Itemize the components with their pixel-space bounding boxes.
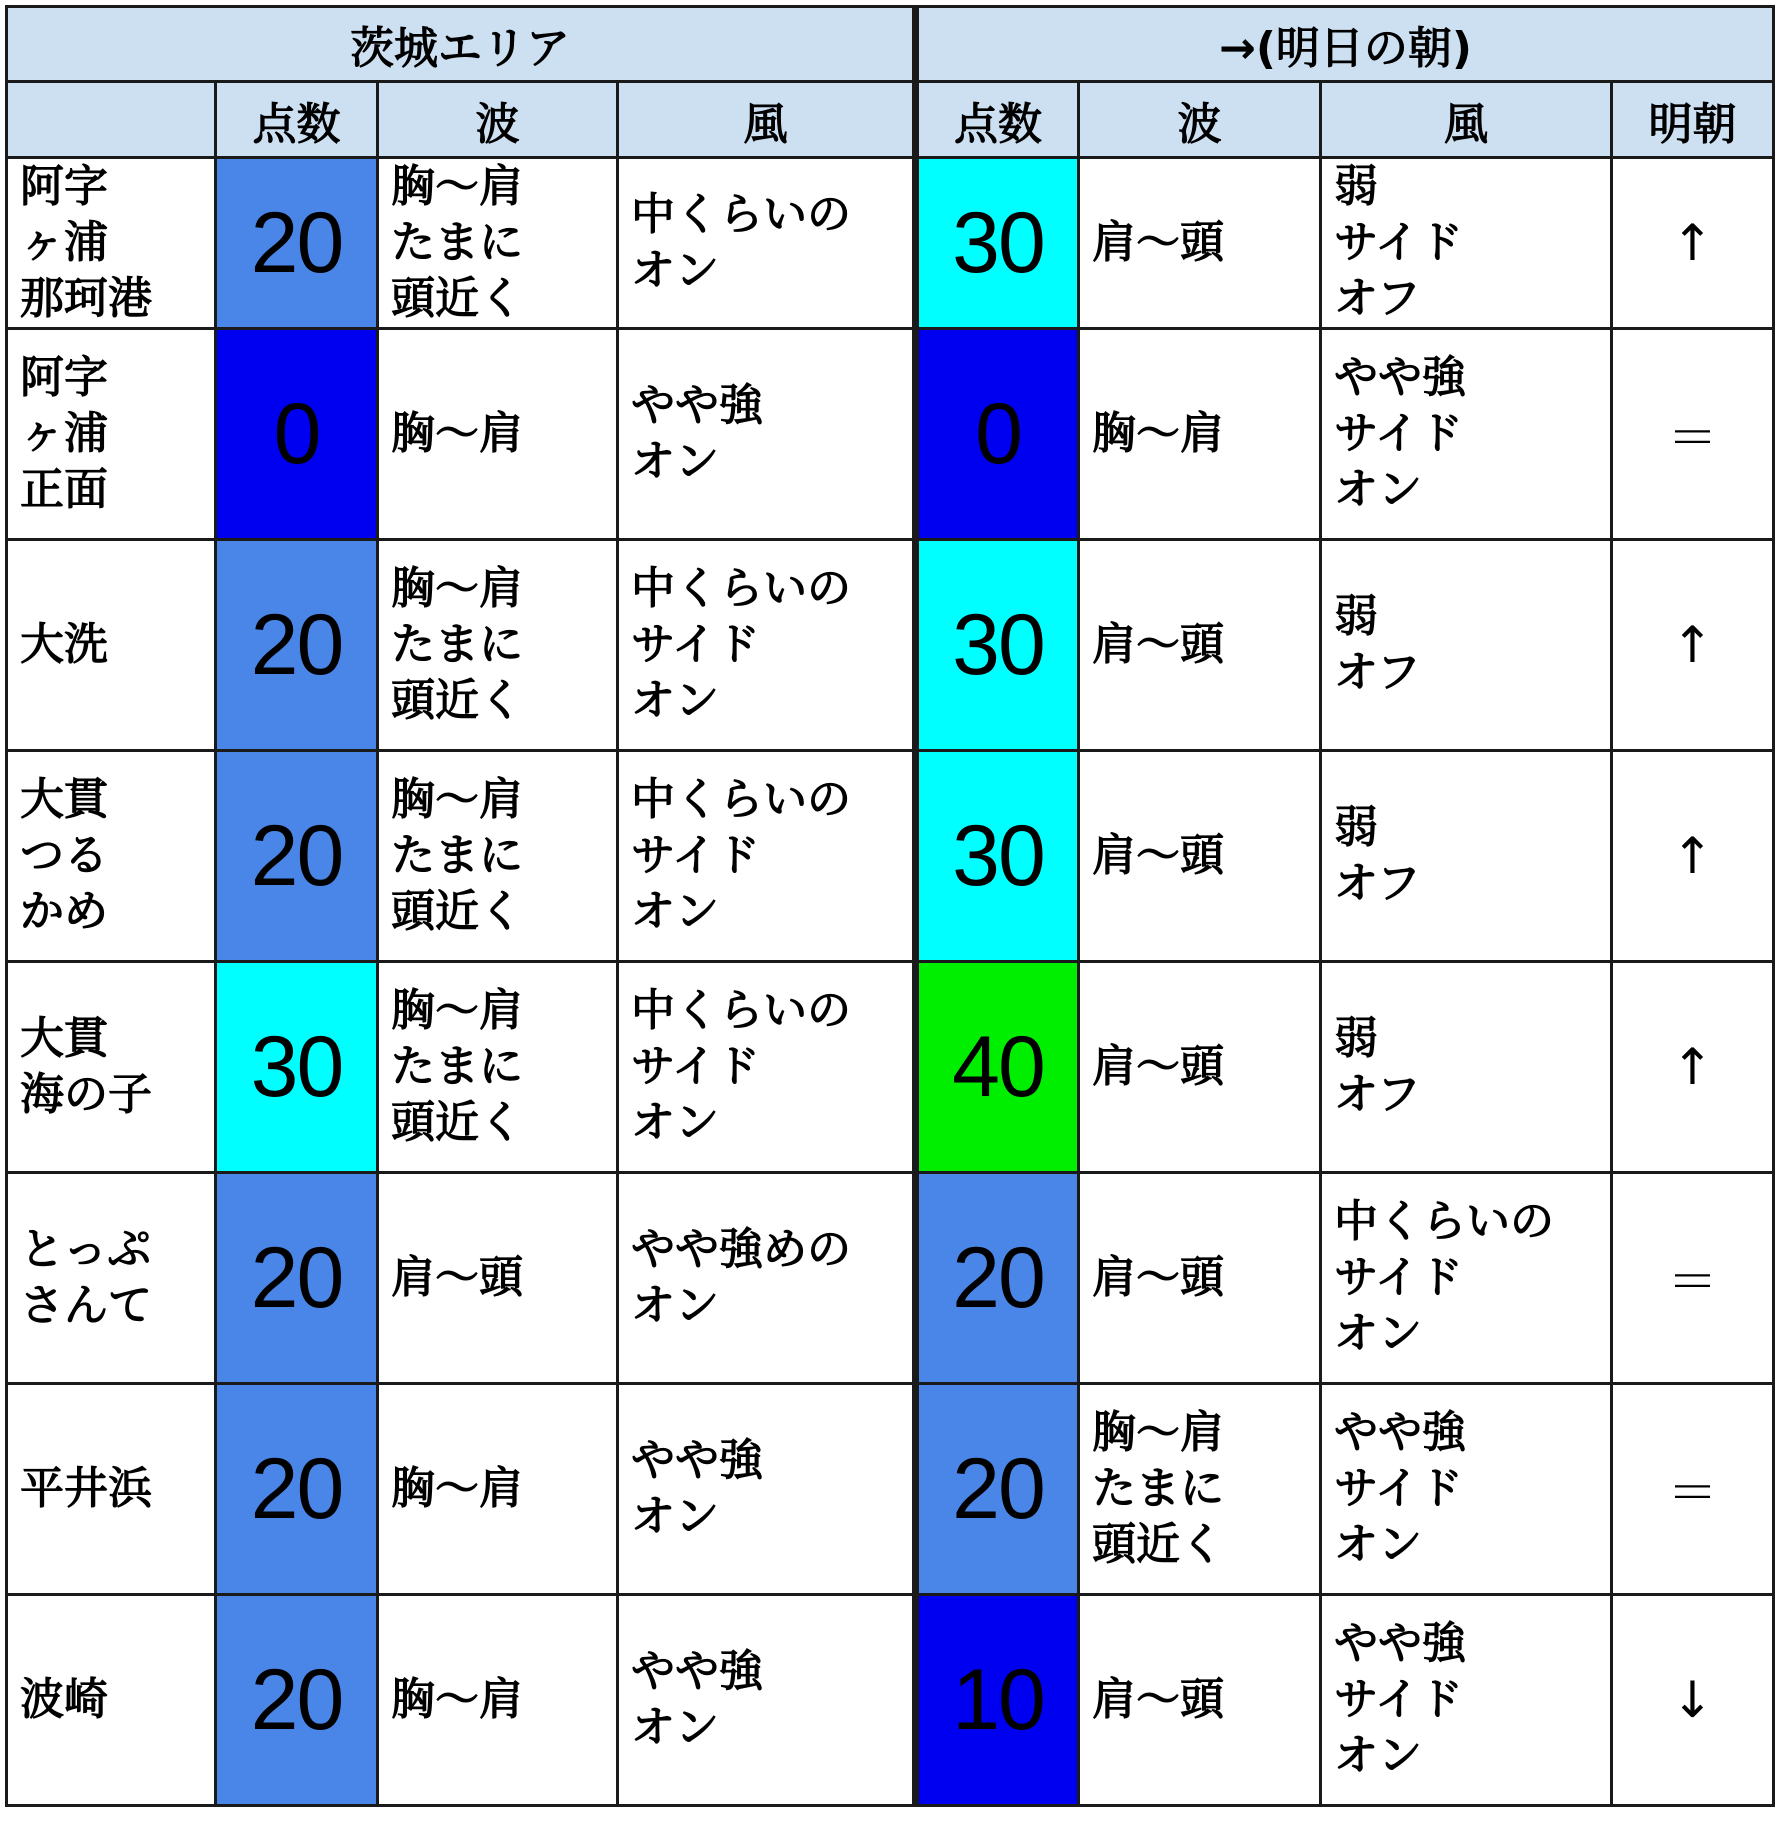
wind-next: 弱 オフ xyxy=(1321,962,1612,1173)
group-header-row xyxy=(7,7,1774,82)
wind-now: 中くらいの サイド オン xyxy=(618,540,916,751)
spot-name: 阿字 ヶ浦 正面 xyxy=(7,329,216,540)
trend-indicator: ↑ xyxy=(1612,158,1774,329)
score-next: 10 xyxy=(916,1595,1079,1806)
wind-next: 弱 サイド オフ xyxy=(1321,158,1612,329)
wind-next: 弱 オフ xyxy=(1321,540,1612,751)
column-header-trend: 明朝 xyxy=(1612,82,1774,158)
score-next: 20 xyxy=(916,1384,1079,1595)
group-header-next-morning: →(明日の朝) xyxy=(916,7,1774,82)
wind-now: 中くらいの サイド オン xyxy=(618,751,916,962)
column-header-row xyxy=(7,82,1774,158)
wave-next: 肩～頭 xyxy=(1079,1595,1321,1806)
spot-name: 大貫 海の子 xyxy=(7,962,216,1173)
wave-now: 肩～頭 xyxy=(378,1173,618,1384)
trend-indicator: ↑ xyxy=(1612,962,1774,1173)
trend-indicator: ＝ xyxy=(1612,329,1774,540)
column-header-wind-next: 風 xyxy=(1321,82,1612,158)
score-next: 30 xyxy=(916,540,1079,751)
spot-name: 大洗 xyxy=(7,540,216,751)
wind-next: 中くらいの サイド オン xyxy=(1321,1173,1612,1384)
table-row xyxy=(7,962,1774,1173)
table-row xyxy=(7,158,1774,329)
score-now: 0 xyxy=(216,329,378,540)
column-header-score-now: 点数 xyxy=(216,82,378,158)
table-row xyxy=(7,1173,1774,1384)
wave-next: 肩～頭 xyxy=(1079,962,1321,1173)
column-header-wave-next: 波 xyxy=(1079,82,1321,158)
trend-indicator: ↑ xyxy=(1612,751,1774,962)
wind-next: やや強 サイド オン xyxy=(1321,1595,1612,1806)
score-now: 20 xyxy=(216,751,378,962)
table-row xyxy=(7,751,1774,962)
wave-now: 胸～肩 xyxy=(378,329,618,540)
wave-next: 胸～肩 たまに 頭近く xyxy=(1079,1384,1321,1595)
spot-name: 波崎 xyxy=(7,1595,216,1806)
column-header-wave-now: 波 xyxy=(378,82,618,158)
wave-now: 胸～肩 xyxy=(378,1384,618,1595)
wind-now: 中くらいの サイド オン xyxy=(618,962,916,1173)
wind-next: 弱 オフ xyxy=(1321,751,1612,962)
wave-now: 胸～肩 xyxy=(378,1595,618,1806)
score-now: 20 xyxy=(216,1173,378,1384)
wave-next: 胸～肩 xyxy=(1079,329,1321,540)
group-header-current-area: 茨城エリア xyxy=(7,7,916,82)
spot-name: 大貫 つる かめ xyxy=(7,751,216,962)
score-now: 20 xyxy=(216,540,378,751)
table-row xyxy=(7,1595,1774,1806)
wave-next: 肩～頭 xyxy=(1079,751,1321,962)
wave-now: 胸～肩 たまに 頭近く xyxy=(378,962,618,1173)
table-row xyxy=(7,540,1774,751)
score-next: 30 xyxy=(916,751,1079,962)
column-header-spot xyxy=(7,82,216,158)
table-row xyxy=(7,329,1774,540)
wave-now: 胸～肩 たまに 頭近く xyxy=(378,751,618,962)
wave-next: 肩～頭 xyxy=(1079,158,1321,329)
wave-next: 肩～頭 xyxy=(1079,1173,1321,1384)
wave-next: 肩～頭 xyxy=(1079,540,1321,751)
column-header-wind-now: 風 xyxy=(618,82,916,158)
score-next: 0 xyxy=(916,329,1079,540)
trend-indicator: ↓ xyxy=(1612,1595,1774,1806)
score-now: 20 xyxy=(216,1595,378,1806)
trend-indicator: ＝ xyxy=(1612,1173,1774,1384)
wave-now: 胸～肩 たまに 頭近く xyxy=(378,158,618,329)
column-header-score-next: 点数 xyxy=(916,82,1079,158)
wind-now: やや強 オン xyxy=(618,329,916,540)
wind-now: やや強 オン xyxy=(618,1384,916,1595)
wave-now: 胸～肩 たまに 頭近く xyxy=(378,540,618,751)
table-row xyxy=(7,1384,1774,1595)
wind-now: やや強めの オン xyxy=(618,1173,916,1384)
spot-name: 平井浜 xyxy=(7,1384,216,1595)
wind-now: やや強 オン xyxy=(618,1595,916,1806)
spot-name: 阿字 ヶ浦 那珂港 xyxy=(7,158,216,329)
wind-now: 中くらいの オン xyxy=(618,158,916,329)
wind-next: やや強 サイド オン xyxy=(1321,1384,1612,1595)
score-next: 20 xyxy=(916,1173,1079,1384)
wind-next: やや強 サイド オン xyxy=(1321,329,1612,540)
score-next: 30 xyxy=(916,158,1079,329)
trend-indicator: ↑ xyxy=(1612,540,1774,751)
score-now: 20 xyxy=(216,158,378,329)
spot-name: とっぷ さんて xyxy=(7,1173,216,1384)
surf-forecast-table xyxy=(5,5,1775,1807)
score-next: 40 xyxy=(916,962,1079,1173)
score-now: 30 xyxy=(216,962,378,1173)
score-now: 20 xyxy=(216,1384,378,1595)
trend-indicator: ＝ xyxy=(1612,1384,1774,1595)
